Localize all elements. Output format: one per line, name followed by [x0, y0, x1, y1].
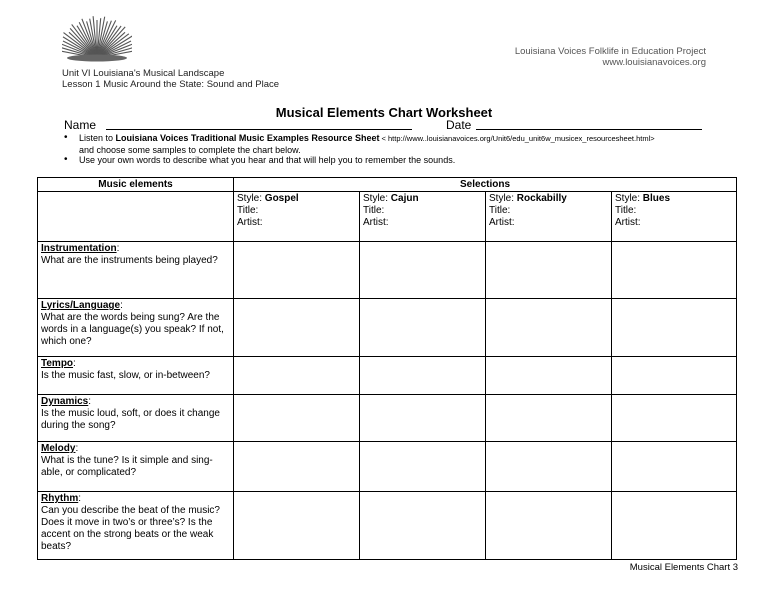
style-row	[38, 192, 737, 242]
answer-cell[interactable]	[486, 492, 612, 560]
element-row-tempo	[38, 357, 737, 395]
name-date-row	[64, 118, 704, 132]
answer-cell[interactable]	[360, 357, 486, 395]
style-cell-gospel[interactable]: Style: Gospel Title: Artist:	[234, 192, 360, 242]
music-elements-header: Music elements	[38, 178, 234, 192]
answer-cell[interactable]	[360, 299, 486, 357]
answer-cell[interactable]	[234, 242, 360, 299]
worksheet-title: Musical Elements Chart Worksheet	[275, 105, 493, 120]
project-url: www.louisianavoices.org	[602, 57, 706, 68]
element-cell: Tempo: Is the music fast, slow, or in-between?	[38, 357, 234, 395]
date-blank-line[interactable]	[476, 129, 702, 130]
answer-cell[interactable]	[612, 299, 737, 357]
answer-cell[interactable]	[234, 492, 360, 560]
answer-cell[interactable]	[612, 492, 737, 560]
unit-title: Unit VI Louisiana's Musical Landscape	[62, 68, 225, 79]
answer-cell[interactable]	[360, 242, 486, 299]
element-row-dynamics	[38, 395, 737, 442]
answer-cell[interactable]	[234, 299, 360, 357]
date-label: Date	[446, 118, 472, 132]
style-name: Blues	[642, 193, 671, 204]
style-cell-rockabilly[interactable]: Style: Rockabilly Title: Artist:	[486, 192, 612, 242]
element-row-melody	[38, 442, 737, 492]
project-info	[515, 46, 706, 68]
answer-cell[interactable]	[612, 395, 737, 442]
style-name: Cajun	[390, 193, 419, 204]
style-row-blank	[38, 192, 234, 242]
element-row-instrumentation	[38, 242, 737, 299]
musical-elements-chart	[37, 177, 737, 560]
instructions-list	[62, 133, 722, 166]
answer-cell[interactable]	[486, 442, 612, 492]
instruction-item-listen: • Listen to Louisiana Voices Traditional Music Examples Resource Sheet < http://www..louisianavoices.org/Unit6/edu_unit6w_musicex_resourcesheet.html> and choose some samples to complete the chart below.	[62, 133, 722, 155]
answer-cell[interactable]	[612, 357, 737, 395]
unit-info	[62, 68, 279, 90]
answer-cell[interactable]	[486, 242, 612, 299]
element-cell: Dynamics: Is the music loud, soft, or does it change during the song?	[38, 395, 234, 442]
style-cell-cajun[interactable]: Style: Cajun Title: Artist:	[360, 192, 486, 242]
project-name: Louisiana Voices Folklife in Education Project	[514, 46, 706, 57]
resource-url: < http://www..louisianavoices.org/Unit6/edu_unit6w_musicex_resourcesheet.html>	[379, 134, 655, 143]
answer-cell[interactable]	[612, 442, 737, 492]
element-row-lyrics	[38, 299, 737, 357]
element-row-rhythm	[38, 492, 737, 560]
selections-header: Selections	[234, 178, 737, 192]
fan-rays-logo	[62, 14, 132, 64]
answer-cell[interactable]	[360, 442, 486, 492]
answer-cell[interactable]	[486, 299, 612, 357]
element-cell: Rhythm: Can you describe the beat of the music? Does it move in two’s or three’s? Is the accent on the strong beats or the weak beats?	[38, 492, 234, 560]
style-name: Gospel	[264, 193, 299, 204]
page-footer: Musical Elements Chart 3	[629, 562, 738, 573]
answer-cell[interactable]	[612, 242, 737, 299]
chart-header-row	[38, 178, 737, 192]
style-name: Rockabilly	[516, 193, 567, 204]
resource-sheet-title: Louisiana Voices Traditional Music Examples Resource Sheet	[115, 133, 380, 143]
lesson-title: Lesson 1 Music Around the State: Sound and Place	[62, 79, 280, 90]
answer-cell[interactable]	[486, 357, 612, 395]
answer-cell[interactable]	[486, 395, 612, 442]
answer-cell[interactable]	[234, 395, 360, 442]
name-blank-line[interactable]	[106, 129, 412, 130]
element-cell: Lyrics/Language: What are the words being sung? Are the words in a language(s) you speak? If not, which one?	[38, 299, 234, 357]
element-cell: Melody: What is the tune? Is it simple and sing-able, or complicated?	[38, 442, 234, 492]
style-cell-blues[interactable]: Style: Blues Title: Artist:	[612, 192, 737, 242]
answer-cell[interactable]	[360, 492, 486, 560]
answer-cell[interactable]	[234, 357, 360, 395]
element-cell: Instrumentation: What are the instruments being played?	[38, 242, 234, 299]
answer-cell[interactable]	[234, 442, 360, 492]
name-label: Name	[64, 118, 97, 132]
instruction-item-describe: • Use your own words to describe what you hear and that will help you to remember the sounds.	[62, 155, 722, 166]
answer-cell[interactable]	[360, 395, 486, 442]
